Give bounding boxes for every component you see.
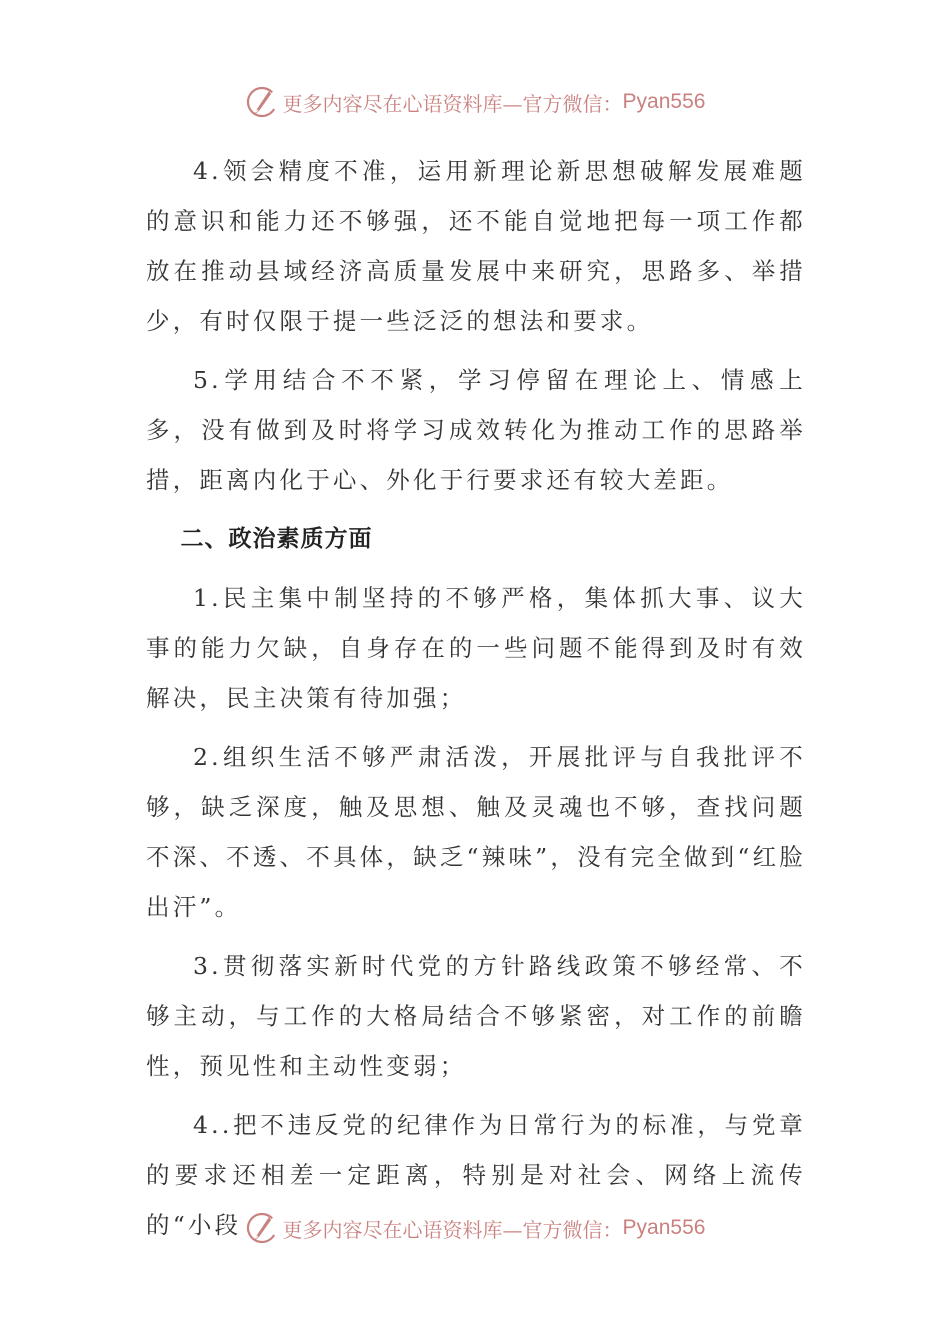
pen-nib-logo-icon <box>245 85 279 119</box>
footer-watermark <box>0 1208 950 1248</box>
watermark-wechat-id: Pyan556 <box>622 1216 706 1239</box>
paragraph-2: 5.学用结合不不紧，学习停留在理论上、情感上多，没有做到及时将学习成效转化为推动工作的思路举措，距离内化于心、外化于行要求还有较大差距。 <box>146 366 806 494</box>
paragraph-4: 2.组织生活不够严肃活泼，开展批评与自我批评不够，缺乏深度，触及思想、触及灵魂也不够，查找问题不深、不透、不具体，缺乏“辣味”，没有完全做到“红脸出汗”。 <box>146 743 806 921</box>
paragraph-1: 4.领会精度不准，运用新理论新思想破解发展难题的意识和能力还不够强，还不能自觉地把每一项工作都放在推动县域经济高质量发展中来研究，思路多、举措少，有时仅限于提一些泛泛的想法和要求。 <box>146 157 806 335</box>
watermark-text: 更多内容尽在心语资料库—官方微信： <box>282 1217 623 1242</box>
header-watermark <box>0 82 950 122</box>
section-heading: 二、政治素质方面 <box>180 526 373 552</box>
paragraph-3: 1.民主集中制坚持的不够严格，集体抓大事、议大事的能力欠缺，自身存在的一些问题不能得到及时有效解决，民主决策有待加强； <box>146 584 806 712</box>
paragraph-5: 3.贯彻落实新时代党的方针路线政策不够经常、不够主动，与工作的大格局结合不够紧密，对工作的前瞻性，预见性和主动性变弱； <box>146 952 806 1080</box>
paragraph-6: 4..把不违反党的纪律作为日常行为的标准，与党章的要求还相差一定距离，特别是对社会、网络上流传的“小段 <box>146 1111 806 1239</box>
watermark-text: 更多内容尽在心语资料库—官方微信： <box>282 91 623 116</box>
watermark-wechat-id: Pyan556 <box>622 90 706 113</box>
pen-nib-logo-icon <box>245 1211 279 1245</box>
document-body <box>146 146 806 1259</box>
